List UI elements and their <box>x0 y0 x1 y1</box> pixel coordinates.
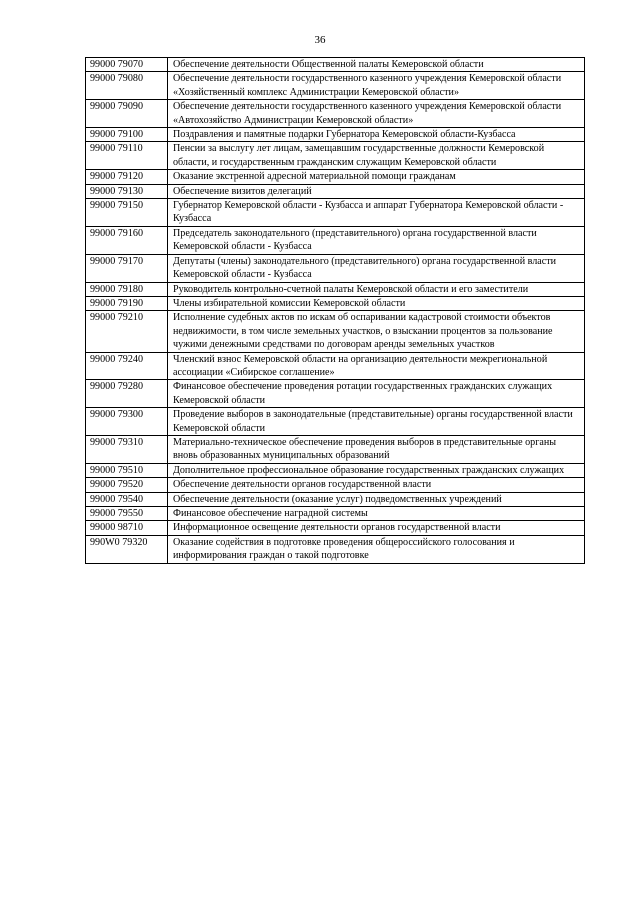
row-description: Председатель законодательного (представительного) органа государственной власти Кемеровской области - Кузбасса <box>168 226 585 254</box>
row-description: Членский взнос Кемеровской области на организацию деятельности межрегиональной ассоциации «Сибирское соглашение» <box>168 352 585 380</box>
table-row <box>86 184 585 198</box>
row-description: Пенсии за выслугу лет лицам, замещавшим государственные должности Кемеровской области, и государственным гражданским служащим Кемеровской области <box>168 142 585 170</box>
row-code: 99000 79130 <box>86 184 168 198</box>
table-row <box>86 170 585 184</box>
table-row <box>86 521 585 535</box>
row-code: 99000 79210 <box>86 311 168 352</box>
table-row <box>86 282 585 296</box>
table-row <box>86 142 585 170</box>
row-description: Обеспечение деятельности (оказание услуг) подведомственных учреждений <box>168 492 585 506</box>
row-code: 99000 79240 <box>86 352 168 380</box>
row-code: 99000 79300 <box>86 408 168 436</box>
table-row <box>86 254 585 282</box>
table-row <box>86 463 585 477</box>
row-code: 990W0 79320 <box>86 535 168 563</box>
table-row <box>86 199 585 227</box>
row-description: Информационное освещение деятельности органов государственной власти <box>168 521 585 535</box>
row-description: Исполнение судебных актов по искам об оспаривании кадастровой стоимости объектов недвижимости, в том числе земельных участков, о взыскании процентов за пользование чужими денежными средствами по договорам аренды земельных участков <box>168 311 585 352</box>
row-description: Финансовое обеспечение наградной системы <box>168 507 585 521</box>
row-code: 99000 79550 <box>86 507 168 521</box>
row-code: 99000 79310 <box>86 435 168 463</box>
row-code: 99000 79180 <box>86 282 168 296</box>
row-description: Оказание экстренной адресной материальной помощи гражданам <box>168 170 585 184</box>
row-description: Дополнительное профессиональное образование государственных гражданских служащих <box>168 463 585 477</box>
row-description: Обеспечение деятельности органов государственной власти <box>168 478 585 492</box>
row-description: Члены избирательной комиссии Кемеровской области <box>168 296 585 310</box>
row-code: 99000 79090 <box>86 100 168 128</box>
row-description: Губернатор Кемеровской области - Кузбасса и аппарат Губернатора Кемеровской области - Кузбасса <box>168 199 585 227</box>
row-code: 99000 79510 <box>86 463 168 477</box>
row-description: Обеспечение деятельности государственного казенного учреждения Кемеровской области «Автохозяйство Администрации Кемеровской области» <box>168 100 585 128</box>
table-row <box>86 72 585 100</box>
row-code: 99000 79520 <box>86 478 168 492</box>
table-row <box>86 311 585 352</box>
row-code: 99000 79100 <box>86 128 168 142</box>
row-code: 99000 79120 <box>86 170 168 184</box>
row-description: Обеспечение деятельности Общественной палаты Кемеровской области <box>168 58 585 72</box>
table-row <box>86 352 585 380</box>
table-row <box>86 408 585 436</box>
row-code: 99000 98710 <box>86 521 168 535</box>
table-row <box>86 58 585 72</box>
row-code: 99000 79080 <box>86 72 168 100</box>
row-code: 99000 79190 <box>86 296 168 310</box>
table-row <box>86 128 585 142</box>
row-code: 99000 79110 <box>86 142 168 170</box>
row-description: Депутаты (члены) законодательного (представительного) органа государственной власти Кемеровской области - Кузбасса <box>168 254 585 282</box>
row-description: Руководитель контрольно-счетной палаты Кемеровской области и его заместители <box>168 282 585 296</box>
row-code: 99000 79540 <box>86 492 168 506</box>
row-description: Обеспечение визитов делегаций <box>168 184 585 198</box>
table-row <box>86 435 585 463</box>
table-row <box>86 478 585 492</box>
row-description: Обеспечение деятельности государственного казенного учреждения Кемеровской области «Хозяйственный комплекс Администрации Кемеровской области» <box>168 72 585 100</box>
budget-codes-table <box>85 57 585 564</box>
table-row <box>86 492 585 506</box>
row-code: 99000 79070 <box>86 58 168 72</box>
table-row <box>86 226 585 254</box>
row-description: Оказание содействия в подготовке проведения общероссийского голосования и информирования граждан о такой подготовке <box>168 535 585 563</box>
row-description: Финансовое обеспечение проведения ротации государственных гражданских служащих Кемеровской области <box>168 380 585 408</box>
row-code: 99000 79170 <box>86 254 168 282</box>
row-code: 99000 79150 <box>86 199 168 227</box>
table-row <box>86 100 585 128</box>
table-row <box>86 507 585 521</box>
table-row <box>86 296 585 310</box>
row-code: 99000 79160 <box>86 226 168 254</box>
row-description: Проведение выборов в законодательные (представительные) органы государственной власти Кемеровской области <box>168 408 585 436</box>
page-number: 36 <box>314 34 326 46</box>
row-description: Материально-техническое обеспечение проведения выборов в представительные органы вновь образованных муниципальных образований <box>168 435 585 463</box>
table-row <box>86 535 585 563</box>
row-code: 99000 79280 <box>86 380 168 408</box>
table-row <box>86 380 585 408</box>
row-description: Поздравления и памятные подарки Губернатора Кемеровской области-Кузбасса <box>168 128 585 142</box>
